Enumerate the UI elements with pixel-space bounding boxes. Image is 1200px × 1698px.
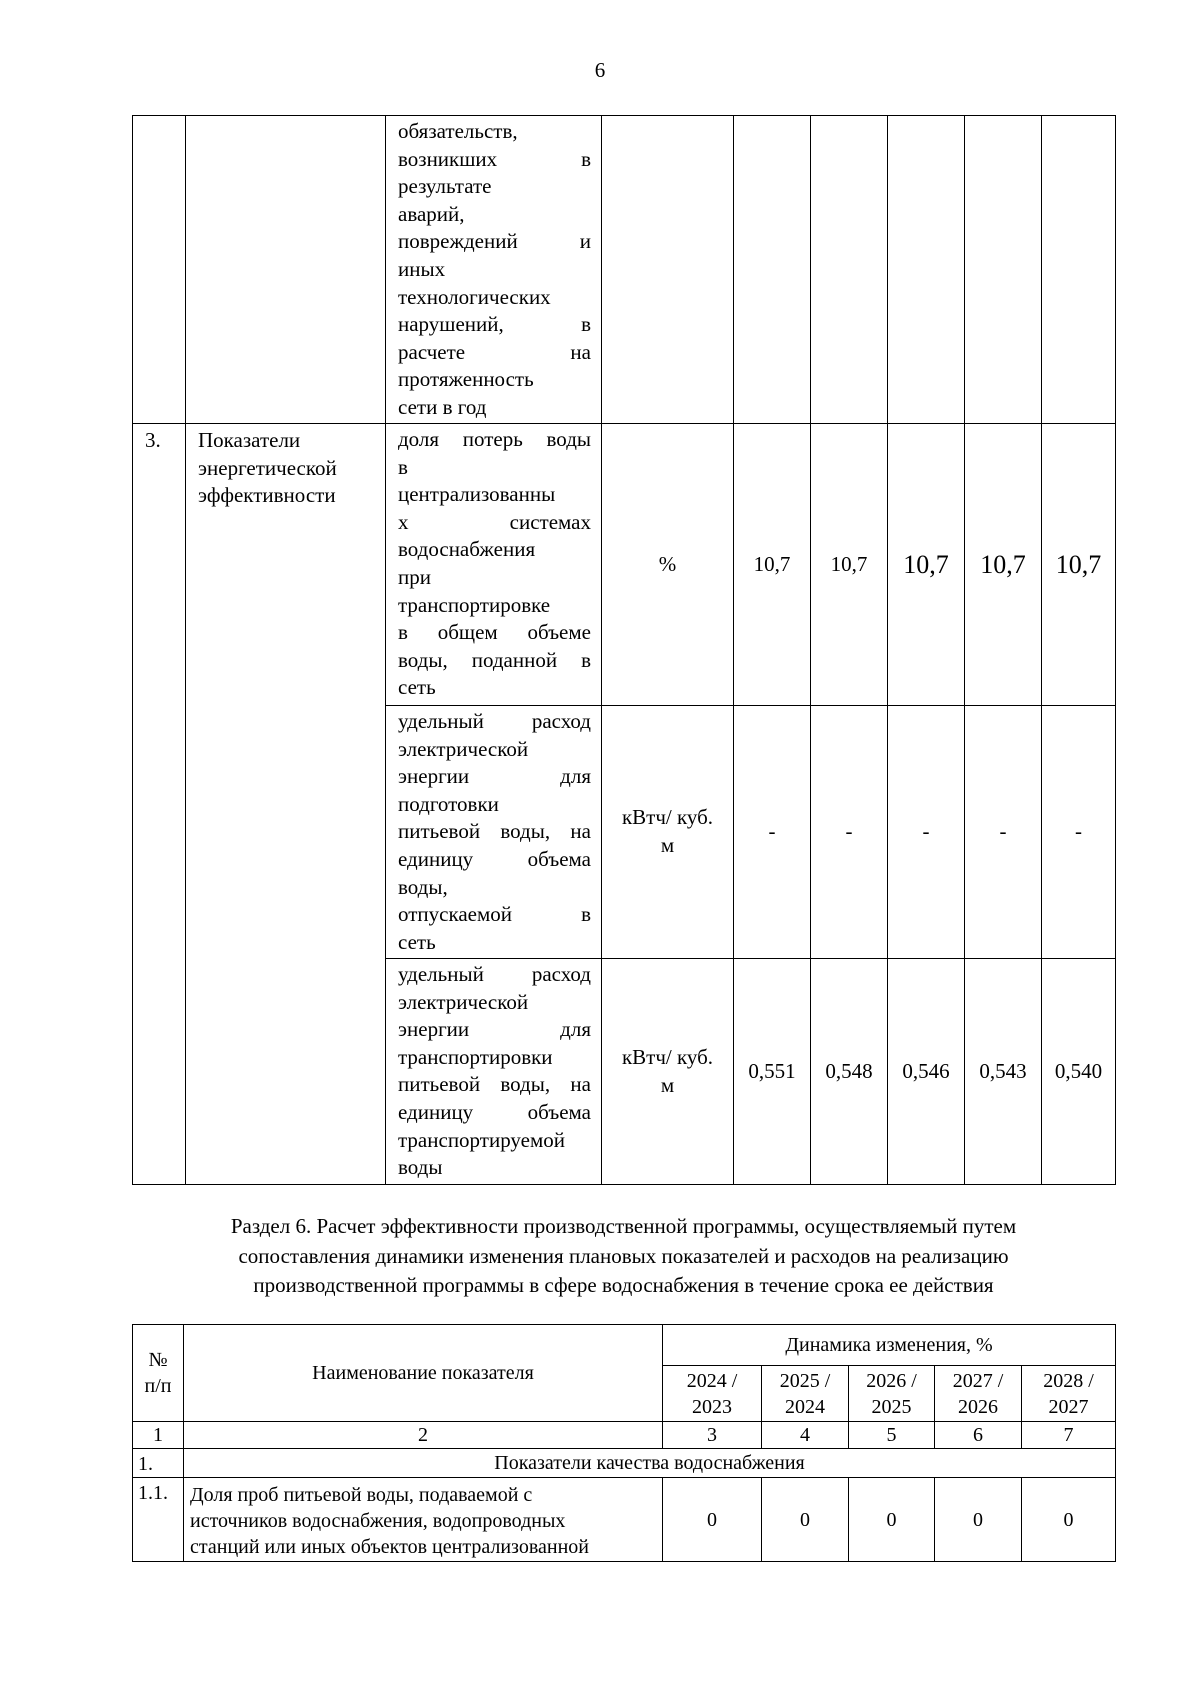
description-line: сеть [398, 929, 436, 954]
description-line: воды [398, 1155, 443, 1180]
value-cell [1042, 116, 1116, 424]
table-row-continuation [133, 116, 1116, 424]
indicator-description [386, 424, 602, 706]
period-line: 2027 / [952, 1369, 1004, 1392]
description-line: доля потерь воды [398, 427, 591, 451]
column-number: 4 [762, 1422, 849, 1449]
row-number: 3. [133, 424, 186, 1185]
unit-cell: % [602, 424, 734, 706]
value-cell [734, 116, 811, 424]
description-line: сети в год [398, 394, 487, 419]
header-number [133, 1325, 184, 1422]
description-line: транспортировки [398, 1044, 553, 1069]
header-period [1022, 1366, 1116, 1422]
description-line: питьевой воды, на [398, 819, 591, 844]
column-number: 7 [1022, 1422, 1116, 1449]
column-numbers-row [133, 1422, 1116, 1449]
value-cell: 0 [1022, 1478, 1116, 1562]
period-line: 2025 / [779, 1369, 831, 1392]
header-period [663, 1366, 762, 1422]
column-number: 6 [935, 1422, 1022, 1449]
description-line: протяженность [398, 367, 534, 392]
value-cell: - [811, 706, 888, 959]
description-line: энергии для [398, 764, 591, 789]
period-line: 2023 [692, 1395, 732, 1418]
description-line: электрической [398, 736, 529, 761]
indicator-description [386, 116, 602, 424]
period-line: 2027 [1048, 1395, 1089, 1418]
value-cell [965, 116, 1042, 424]
value-cell: - [888, 706, 965, 959]
value-cell: 0,540 [1042, 959, 1116, 1185]
category-line: эффективности [198, 483, 336, 508]
value-cell: - [1042, 706, 1116, 959]
indicators-table [132, 115, 1116, 1185]
period-line: 2024 / [686, 1369, 738, 1392]
description-line: расчете на [398, 339, 591, 364]
page-number: 6 [594, 58, 606, 82]
column-number: 2 [184, 1422, 663, 1449]
unit-cell [602, 116, 734, 424]
table-row [133, 1478, 1116, 1562]
header-name: Наименование показателя [184, 1325, 663, 1422]
indicator-name-line: станций или иных объектов централизованной [190, 1536, 590, 1558]
value-cell [888, 116, 965, 424]
description-line: питьевой воды, на [398, 1072, 591, 1097]
description-line: х системах [398, 509, 591, 534]
period-line: 2026 [958, 1395, 998, 1418]
unit-cell [602, 706, 734, 959]
description-line: единицу объема [398, 1099, 591, 1124]
description-line: транспортируемой [398, 1127, 565, 1152]
description-line: единицу объема [398, 846, 591, 871]
unit-line: м [660, 833, 675, 857]
value-cell: 0 [935, 1478, 1022, 1562]
value-cell [811, 116, 888, 424]
header-period [935, 1366, 1022, 1422]
section-title-line: Раздел 6. Расчет эффективности производственной программы, осуществляемый путем [230, 1214, 1017, 1238]
group-row [133, 1449, 1116, 1478]
period-line: 2026 / [866, 1369, 917, 1392]
value-cell: 0,546 [888, 959, 965, 1185]
description-line: нарушений, в [398, 312, 591, 337]
value-cell: 0,548 [811, 959, 888, 1185]
number-cell [133, 116, 186, 424]
header-row [133, 1325, 1116, 1366]
header-period [849, 1366, 935, 1422]
description-line: энергии для [398, 1017, 591, 1042]
unit-line: м [660, 1072, 675, 1097]
period-line: 2024 [785, 1395, 825, 1418]
description-line: удельный расход [398, 962, 591, 986]
value-cell: 0,543 [965, 959, 1042, 1185]
table-row-water-losses [133, 424, 1116, 706]
section-title [132, 1212, 1115, 1301]
description-line: обязательств, [398, 119, 518, 143]
section-title-line: сопоставления динамики изменения плановых показателей и расходов на реализацию [238, 1243, 1009, 1268]
value-cell: 10,7 [734, 424, 811, 706]
header-dynamics: Динамика изменения, % [663, 1325, 1116, 1366]
category-line: энергетической [198, 455, 337, 480]
value-cell: 10,7 [888, 424, 965, 706]
indicator-description [386, 706, 602, 959]
category-line: Показатели [198, 428, 301, 452]
category-name [186, 424, 386, 1185]
description-line: сеть [398, 675, 436, 700]
dynamics-table [132, 1324, 1116, 1562]
indicator-name-line: источников водоснабжения, водопроводных [190, 1510, 566, 1532]
description-line: результате [398, 174, 492, 199]
description-line: отпускаемой в [398, 902, 591, 927]
description-line: подготовки [398, 791, 499, 816]
description-line: в общем объеме [398, 620, 591, 645]
value-cell: - [734, 706, 811, 959]
indicator-description [386, 959, 602, 1185]
description-line: воды, [398, 874, 448, 899]
group-title: Показатели качества водоснабжения [184, 1449, 1116, 1478]
header-number-line: п/п [144, 1375, 172, 1397]
description-line: в [398, 454, 408, 479]
description-line: электрической [398, 989, 529, 1014]
indicator-name-line: Доля проб питьевой воды, подаваемой с [190, 1484, 533, 1506]
header-number-line: № [148, 1349, 168, 1371]
description-line: аварий, [398, 201, 465, 226]
description-line: водоснабжения [398, 537, 536, 562]
header-period [762, 1366, 849, 1422]
description-line: иных [398, 256, 446, 281]
column-number: 5 [849, 1422, 935, 1449]
value-cell: - [965, 706, 1042, 959]
column-number: 3 [663, 1422, 762, 1449]
description-line: повреждений и [398, 229, 591, 254]
section-title-line: производственной программы в сфере водоснабжения в течение срока ее действия [253, 1273, 994, 1297]
group-number: 1. [133, 1449, 184, 1478]
row-number: 1.1. [133, 1478, 184, 1562]
column-number: 1 [133, 1422, 184, 1449]
description-line: при [398, 564, 431, 589]
period-line: 2028 / [1043, 1369, 1094, 1392]
value-cell: 0 [762, 1478, 849, 1562]
value-cell: 0 [663, 1478, 762, 1562]
description-line: воды, поданной в [398, 647, 591, 672]
description-line: централизованны [398, 482, 556, 507]
value-cell: 10,7 [965, 424, 1042, 706]
description-line: возникших в [398, 146, 591, 171]
value-cell: 0,551 [734, 959, 811, 1185]
value-cell: 10,7 [811, 424, 888, 706]
unit-line: кВтч/ куб. [621, 805, 714, 830]
value-cell: 10,7 [1042, 424, 1116, 706]
indicator-name [184, 1478, 663, 1562]
category-cell [186, 116, 386, 424]
description-line: технологических [398, 284, 551, 309]
period-line: 2025 [871, 1395, 912, 1418]
value-cell: 0 [849, 1478, 935, 1562]
unit-cell [602, 959, 734, 1185]
description-line: транспортировке [398, 592, 551, 617]
unit-line: кВтч/ куб. [621, 1044, 714, 1069]
description-line: удельный расход [398, 709, 591, 733]
